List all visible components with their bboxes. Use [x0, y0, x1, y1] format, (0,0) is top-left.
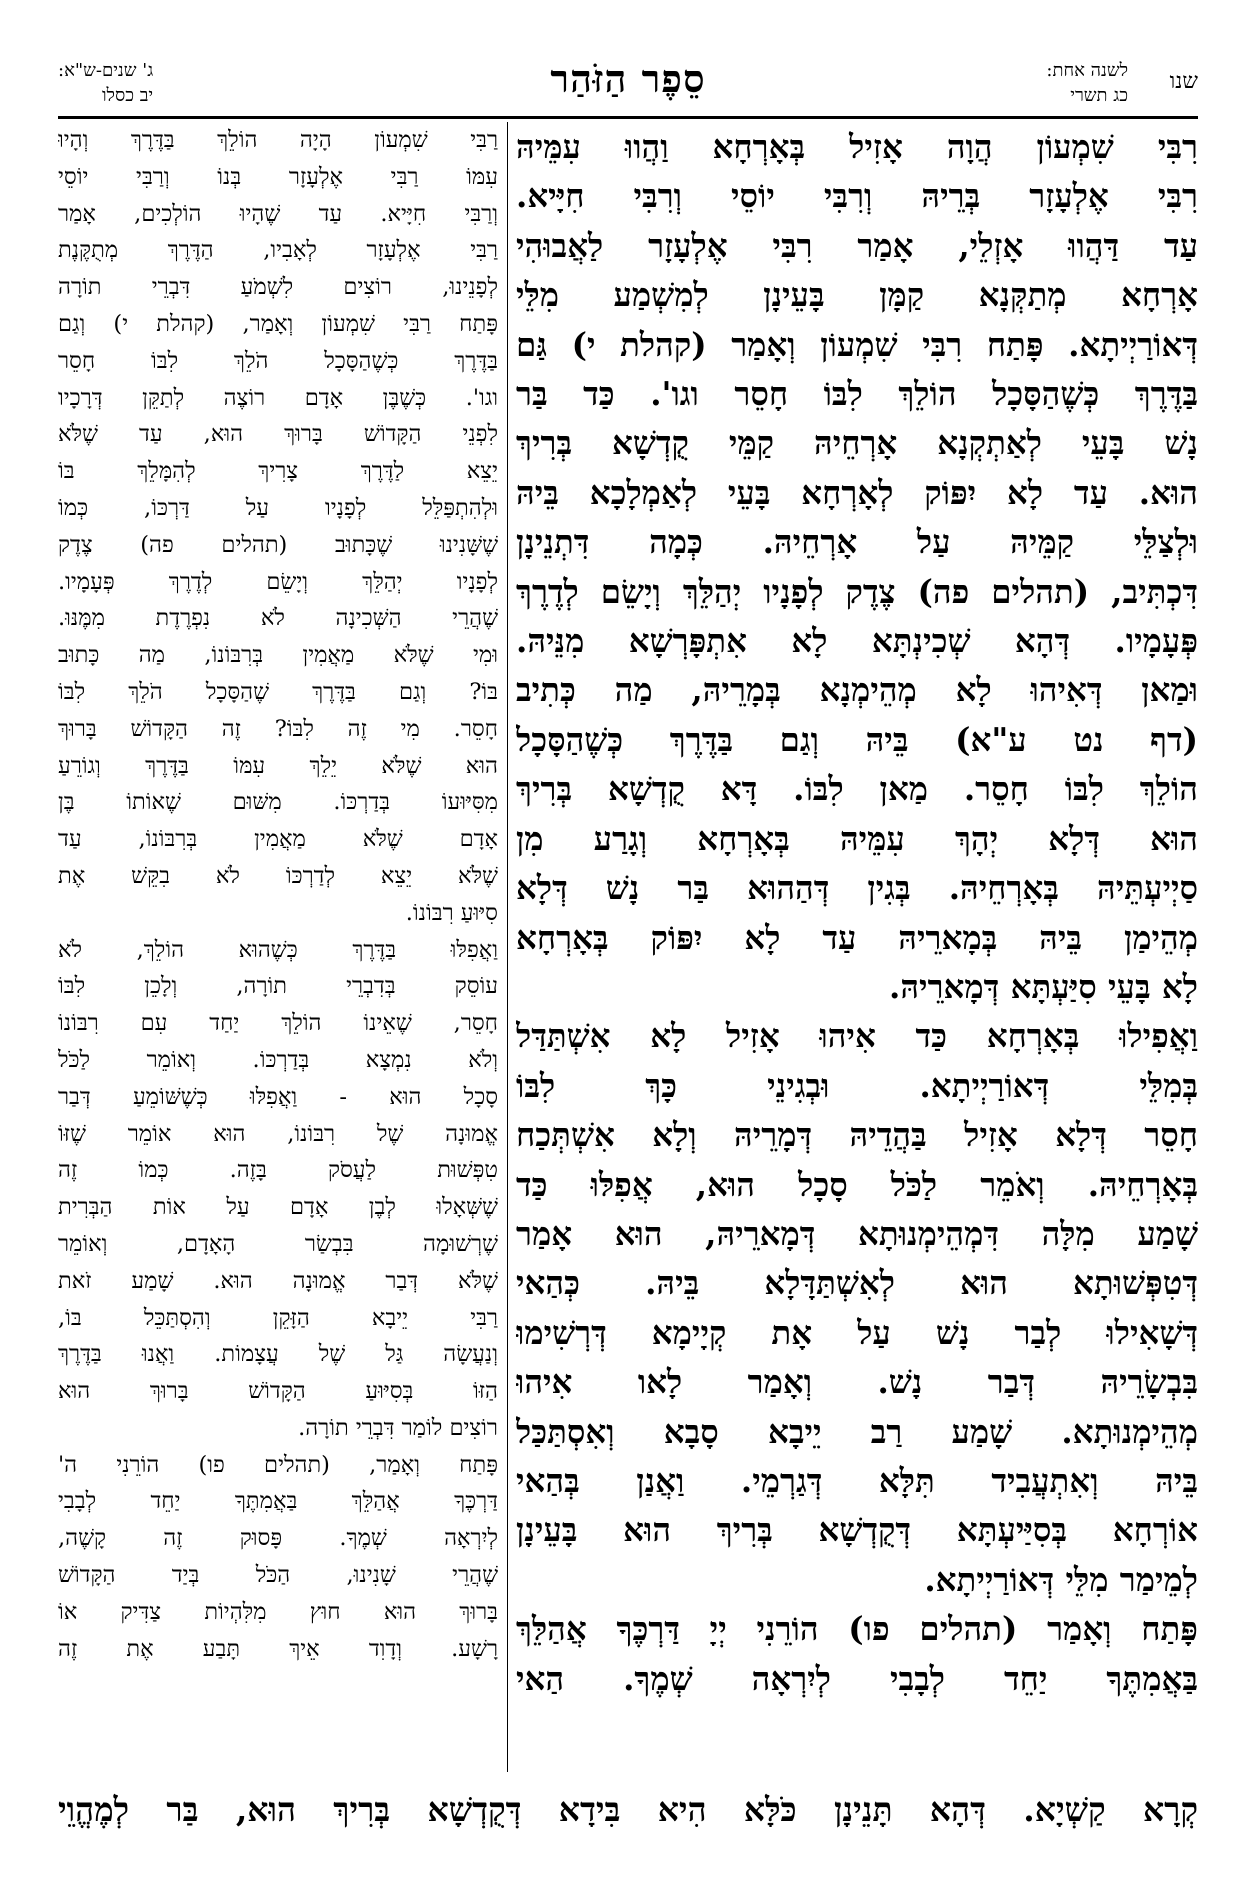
hebrew-line: וְנַעֲשָׂה גַּל שֶׁל עֲצָמוֹת. וַאֲנוּ בַּדֶּרֶךְ	[58, 1341, 498, 1368]
hebrew-line: רַבִּי אֶלְעָזָר לְאָבִיו, הַדֶּרֶךְ מְתֻקֶּנֶת	[58, 237, 498, 264]
aramaic-line: רִבִּי אֶלְעָזָר בְּרֵיהּ וְרִבִּי יוֹסֵי וְרִבִּי חִיָּיא.	[516, 176, 1198, 216]
header-divider	[58, 116, 1198, 119]
hebrew-line: לִפְנֵי הַקָּדוֹשׁ בָּרוּךְ הוּא, עַד שֶׁלֹּא	[58, 421, 498, 448]
page-title: סֵפֶר הַזֹּהַר	[550, 56, 706, 101]
hebrew-line: לְפָנֵינוּ, רוֹצִים לִשְׁמֹעַ דִּבְרֵי תוֹרָה	[58, 274, 498, 301]
aramaic-line: בַּאֲמִתֶּךָ יַחֵד לְבָבִי לְיִרְאָה שְׁמֶךָ. הַאי	[516, 1658, 1198, 1698]
hebrew-line: רָשָׁע. וְדָוִד אֵיךְ תָּבַע אֶת זֶה	[58, 1635, 498, 1662]
hebrew-line: עוֹסֵק בְּדִבְרֵי תוֹרָה, וְלָכֵן לִבּוֹ	[58, 973, 498, 1000]
hebrew-line: פָּתַח רַבִּי שִׁמְעוֹן וְאָמַר, (קהלת י) וְגַם	[58, 310, 498, 337]
hebrew-line: הוּא שֶׁלֹּא יֵלֵךְ עִמּוֹ בַּדֶּרֶךְ וְגוֹרֵעַ	[58, 752, 498, 779]
aramaic-line: לָא בָּעֵי סִיַּעְתָּא דְּמָארֵיהּ.	[889, 966, 1198, 1006]
hebrew-line: וְלֹא נִמְצָא בְּדַרְכּוֹ. וְאוֹמֵר לַכֹּל	[58, 1046, 498, 1073]
hebrew-line: שֶׁהֲרֵי שָׁנִינוּ, הַכֹּל בְּיַד הַקָּדוֹשׁ	[58, 1562, 498, 1589]
aramaic-line: מְהֵימְנוּתָא. שָׁמַע רַב יֵיבָא סָבָא וְאִסְתַּכַּל	[516, 1411, 1198, 1451]
hebrew-line: יֵצֵא לַדֶּרֶךְ צָרִיךְ לְהִמָּלֵךְ בּוֹ	[58, 458, 498, 485]
aramaic-line: לְמֵימַר מִלֵּי דְּאוֹרַיְיתָא.	[924, 1559, 1198, 1599]
header-three-year-date: יב כסלו	[101, 85, 154, 106]
aramaic-line: (דף נט ע"א) בֵּיהּ וְגַם בַּדֶּרֶךְ כְּשֶׁהַסָּכָל	[516, 719, 1198, 759]
hebrew-line: שֶׁרְשׁוּמָה בִּבְשַׂר הָאָדָם, וְאוֹמֵר	[58, 1230, 498, 1257]
aramaic-line: אָרְחָא מְתַקְּנָא קַמָּן בָּעֵינָן לְמִשְׁמַע מִלֵּי	[516, 275, 1198, 315]
aramaic-line: הוּא. עַד לָא יִפּוֹק לְאָרְחָא בָּעֵי לְאַמְלָכָא בֵּיהּ	[516, 472, 1198, 512]
hebrew-line: רַבִּי שִׁמְעוֹן הָיָה הוֹלֵךְ בַּדֶּרֶךְ וְהָיוּ	[58, 127, 498, 153]
hebrew-line: חָסֵר. מִי זֶה לִבּוֹ? זֶה הַקָּדוֹשׁ בָּרוּךְ	[58, 715, 498, 742]
hebrew-line: וּמִי שֶׁלֹּא מַאֲמִין בְּרִבּוֹנוֹ, מַה כָּתוּב	[58, 642, 498, 669]
aramaic-line: שָׁמַע מִלָּה דִּמְהֵימְנוּתָא דְּמָארֵיהּ, הוּא אָמַר	[516, 1213, 1198, 1253]
hebrew-line: וַאֲפִלּוּ בַּדֶּרֶךְ כְּשֶׁהוּא הוֹלֵךְ, לֹא	[58, 936, 498, 963]
hebrew-line: שֶׁלֹּא יֵצֵא לְדַרְכּוֹ לֹא בִקֵּשׁ אֶת	[58, 862, 498, 889]
header-year-line: לשנה אחת:	[1046, 60, 1128, 81]
aramaic-column	[516, 122, 1198, 1772]
hebrew-line: אֱמוּנָה שֶׁל רִבּוֹנוֹ, הוּא אוֹמֵר שֶׁזּוֹ	[58, 1120, 498, 1147]
aramaic-line: מְהֵימַן בֵּיהּ בְּמָארֵיהּ עַד לָא יִפּוֹק בְּאָרְחָא	[516, 917, 1198, 957]
hebrew-line: עִמּוֹ רַבִּי אֶלְעָזָר בְּנוֹ וְרַבִּי יוֹסֵי	[58, 163, 498, 190]
hebrew-line: רַבִּי יֵיבָא הַזָּקֵן וְהִסְתַּכֵּל בּוֹ,	[58, 1304, 498, 1331]
hebrew-line: בָּרוּךְ הוּא חוּץ מִלִּהְיוֹת צַדִּיק אוֹ	[58, 1598, 498, 1625]
aramaic-line: הוּא דְּלָא יְהָךְ עִמֵּיהּ בְּאָרְחָא וְגָרַע מִן	[516, 818, 1198, 858]
aramaic-line: נָשׁ בָּעֵי לְאַתְקְנָא אָרְחֵיהּ קַמֵּי קֻדְשָׁא בְּרִיךְ	[516, 423, 1198, 463]
aramaic-line: וּמַאן דְּאִיהוּ לָא מְהֵימְנָא בְּמָרֵיהּ, מַה כְּתִיב	[516, 670, 1198, 710]
hebrew-line: בַּדֶּרֶךְ כְּשֶׁהַסָּכָל הֹלֵךְ לִבּוֹ חָסֵר	[58, 347, 498, 374]
aramaic-line: בְּמִלֵּי דְּאוֹרַיְיתָא. וּבְגִינֵי כָּךְ לִבּוֹ	[516, 1065, 1198, 1105]
hebrew-line: שֶׁהֲרֵי הַשְּׁכִינָה לֹא נִפְרֶדֶת מִמֶּנּוּ.	[58, 605, 498, 632]
aramaic-line: דְּטִפְּשׁוּתָא הוּא לְאִשְׁתַּדָּלָא בֵּיהּ. כְּהַאי	[516, 1263, 1198, 1303]
aramaic-line: עַד דַּהֲווּ אָזְלֵי, אָמַר רִבִּי אֶלְעָזָר לַאֲבוּהִי	[516, 225, 1198, 265]
column-divider	[507, 122, 508, 1772]
hebrew-line: דַּרְכֶּךָ אֲהַלֵּךְ בַּאֲמִתֶּךָ יַחֵד לְבָבִי	[58, 1488, 498, 1515]
aramaic-line: פָּתַח וְאָמַר (תהלים פו) הוֹרֵנִי יְיָ דַּרְכֶּךָ אֲהַלֵּךְ	[516, 1609, 1198, 1649]
header-section-label: שנו	[1169, 69, 1198, 94]
hebrew-line: רוֹצִים לוֹמַר דִּבְרֵי תוֹרָה.	[298, 1414, 498, 1441]
header-date-line: כג תשרי	[1070, 85, 1128, 106]
aramaic-line: דְּשָׁאִילוּ לְבַר נָשׁ עַל אָת קְיָימָא דְּרְשִׁימוּ	[516, 1312, 1198, 1352]
aramaic-line: פְּעָמָיו. דְּהָא שְׁכִינְתָּא לָא אִתְפָּרְשָׁא מִנֵּיהּ.	[516, 621, 1198, 661]
aramaic-line: וּלְצַלֵּי קַמֵּיהּ עַל אָרְחֵיהּ. כְּמָה דִּתְנֵינָן	[516, 522, 1198, 562]
header-three-year-schedule	[58, 58, 153, 108]
hebrew-line: מִסִּיּוּעוֹ בְּדַרְכּוֹ. מִשּׁוּם שֶׁאוֹתוֹ בֶּן	[58, 789, 498, 816]
aramaic-line: סַיְיעְתֵּיהּ בְּאָרְחֵיהּ. בְּגִין דְּהַהוּא בַּר נָשׁ דְּלָא	[516, 868, 1198, 908]
hebrew-line: חָסֵר, שֶׁאֵינוֹ הוֹלֵךְ יַחַד עִם רִבּוֹנוֹ	[58, 1010, 498, 1037]
aramaic-line: דְּאוֹרַיְיתָא. פָּתַח רִבִּי שִׁמְעוֹן וְאָמַר (קהלת י) גַּם	[516, 324, 1198, 364]
hebrew-line: שֶׁשְּׁאָלוּ לְבֶן אָדָם עַל אוֹת הַבְּרִית	[58, 1194, 498, 1221]
aramaic-line: בַּדֶּרֶךְ כְּשֶׁהַסָּכָל הוֹלֵךְ לִבּוֹ חָסֵר וגו'. כַּד בַּר	[516, 374, 1198, 414]
hebrew-line: פָּתַח וְאָמַר, (תהלים פו) הוֹרֵנִי ה'	[58, 1451, 498, 1478]
aramaic-line: בְּאָרְחֵיהּ. וְאֹמֵר לַכֹּל סָכָל הוּא, אֲפִלּוּ כַּד	[516, 1164, 1198, 1204]
hebrew-line: בּוֹ? וְגַם בַּדֶּרֶךְ שֶׁהַסָּכָל הֹלֵךְ לִבּוֹ	[58, 678, 498, 705]
hebrew-line: הַזּוֹ בְּסִיּוּעַ הַקָּדוֹשׁ בָּרוּךְ הוּא	[58, 1378, 498, 1405]
aramaic-line: אוֹרְחָא בְּסִיַּיעְתָּא דְּקֻדְשָׁא בְּרִיךְ הוּא בָּעֵינָן	[516, 1510, 1198, 1550]
aramaic-bottom-line: קְרָא קַשְׁיָא. דְּהָא תָּנֵינָן כֹּלָּא הִיא בִּידָא דְּקֻדְשָׁא בְּרִיךְ הוּא, בַּר לְמֶהֱוֵי	[58, 1790, 1198, 1829]
hebrew-line: סִיּוּעַ רִבּוֹנוֹ.	[405, 899, 498, 926]
hebrew-line: וְרַבִּי חִיָּיא. עַד שֶׁהָיוּ הוֹלְכִים, אָמַר	[58, 200, 498, 227]
aramaic-line: דִּכְתִּיב, (תהלים פה) צֶדֶק לְפָנָיו יְהַלֵּךְ וְיָשֵׂם לְדֶרֶךְ	[516, 571, 1198, 611]
aramaic-line: הוֹלֵךְ לִבּוֹ חָסֵר. מַאן לִבּוֹ. דָּא קֻדְשָׁא בְּרִיךְ	[516, 769, 1198, 809]
hebrew-line: וּלְהִתְפַּלֵּל לְפָנָיו עַל דַּרְכּוֹ, כְּמוֹ	[58, 494, 498, 521]
aramaic-line: בֵּיהּ וְאִתְעֲבִיד תִּלָּא דְּגַרְמֵי. וַאֲנַן בְּהַאי	[516, 1460, 1198, 1500]
aramaic-line: רִבִּי שִׁמְעוֹן הֲוָה אָזִיל בְּאָרְחָא וַהֲווּ עִמֵּיהּ	[516, 127, 1198, 166]
hebrew-line: לְיִרְאָה שְׁמֶךָ. פָּסוּק זֶה קָשֶׁה,	[58, 1525, 498, 1552]
aramaic-line: חָסֵר דְּלָא אָזִיל בַּהֲדֵיהּ דְּמָרֵיהּ וְלָא אִשְׁתְּכַח	[516, 1115, 1198, 1155]
page-header	[58, 56, 1198, 118]
aramaic-line: בִּבְשָׂרֵיהּ דְּבַר נָשׁ. וְאָמַר לָאו אִיהוּ	[516, 1362, 1198, 1402]
header-three-year-line: ג' שנים-ש"א:	[58, 60, 154, 81]
hebrew-line: סָכָל הוּא - וַאֲפִלּוּ כְּשֶׁשּׁוֹמֵעַ דְּבַר	[58, 1083, 498, 1110]
hebrew-line: אָדָם שֶׁלֹּא מַאֲמִין בְּרִבּוֹנוֹ, עַד	[58, 826, 498, 853]
hebrew-line: וגו'. כְּשֶׁבֶּן אָדָם רוֹצֶה לְתַקֵּן דְּרָכָיו	[58, 384, 498, 411]
aramaic-line: וַאֲפִילוּ בְּאָרְחָא כַּד אִיהוּ אָזִיל לָא אִשְׁתַּדַּל	[516, 1016, 1198, 1056]
hebrew-line: לְפָנָיו יְהַלֵּךְ וְיָשֵׂם לְדֶרֶךְ פְּעָמָיו.	[58, 568, 498, 595]
hebrew-translation-column	[58, 122, 498, 1772]
hebrew-line: טִפְּשׁוּת לַעֲסֹק בָּזֶה. כְּמוֹ זֶה	[58, 1157, 498, 1184]
hebrew-line: שֶׁשָּׁנִינוּ שֶׁכָּתוּב (תהלים פה) צֶדֶק	[58, 531, 498, 558]
hebrew-line: שֶׁלֹּא דְּבַר אֱמוּנָה הוּא. שָׁמַע זֹאת	[58, 1267, 498, 1294]
